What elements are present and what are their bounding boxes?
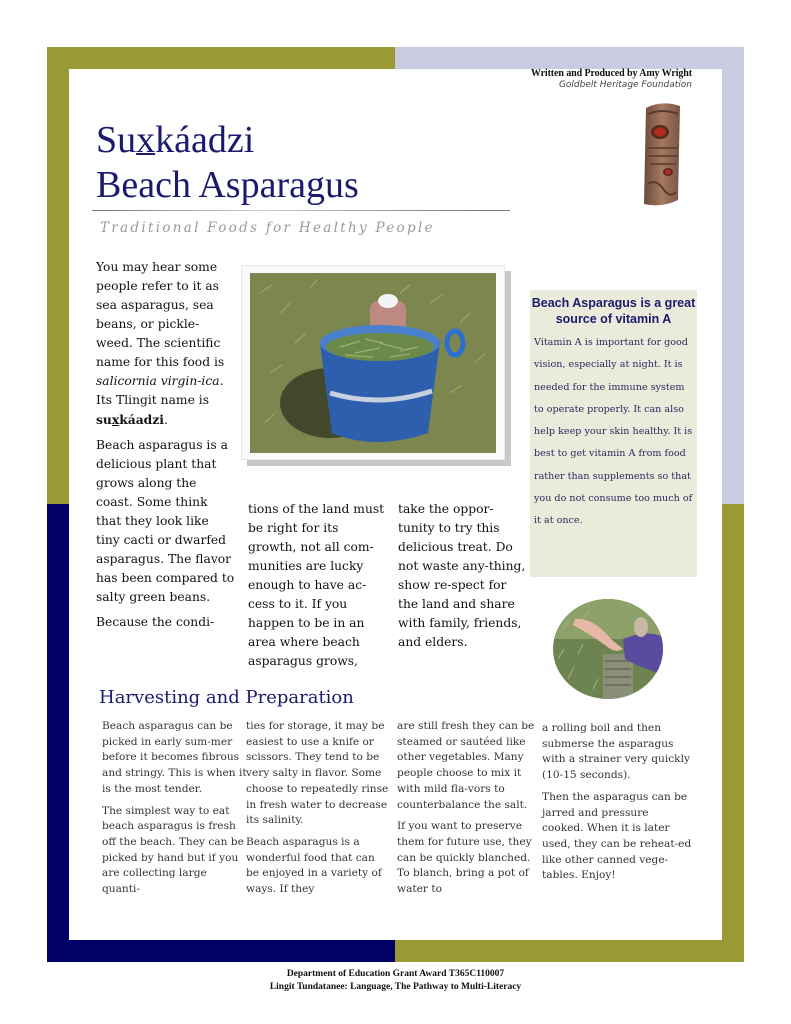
totem-carving-image — [640, 100, 684, 208]
frame-top-right-lavender — [395, 47, 744, 69]
harvesting-c1-p1: Beach asparagus can be picked in early sum-mer before it becomes fibrous and stringy. This is when it is the most tender. — [102, 720, 247, 795]
tagline: Traditional Foods for Healthy People — [100, 220, 435, 236]
intro-column-1 — [96, 258, 236, 638]
harvesting-photo-image — [553, 599, 663, 699]
frame-bottom-left-navy — [47, 940, 395, 962]
frame-right-top-lavender — [722, 47, 744, 504]
title-tlingit-suffix: káadzi — [155, 119, 255, 161]
harvesting-column-4 — [542, 721, 692, 890]
frame-right-bottom-olive — [722, 504, 744, 962]
tlingit-name-x: x — [111, 412, 120, 427]
intro-paragraph-3: Because the condi- — [96, 615, 215, 629]
sidebar-title: Beach Asparagus is a great source of vitamin A — [531, 296, 696, 326]
tlingit-name — [96, 412, 164, 427]
intro-p1-text-a: You may hear some people refer to it as sea asparagus, sea beans, or pickle-weed. The scientific name for this food is — [96, 260, 225, 369]
scientific-name: salicornia virgin-ica — [96, 374, 220, 388]
footer-grant: Department of Education Grant Award T365C110007 — [286, 969, 505, 979]
title-tlingit-prefix: Su — [96, 119, 137, 161]
harvesting-c4-p2: Then the asparagus can be jarred and pressure cooked. When it is later used, they can be reheat-ed like other canned vege-tables. Enjoy! — [542, 790, 692, 882]
harvesting-c3-p2: If you want to preserve them for future use, they can be quickly blanched. To blanch, bring a pot of water to — [397, 820, 532, 896]
tlingit-name-b: káadzi — [119, 412, 164, 427]
title-tlingit — [96, 120, 254, 160]
frame-left-top-olive — [47, 47, 69, 504]
tlingit-name-a: su — [96, 412, 112, 427]
title-divider — [92, 210, 510, 211]
frame-top-left-olive — [47, 47, 395, 69]
bucket-photo — [241, 265, 505, 460]
harvesting-column-1 — [102, 719, 247, 904]
intro-p1-end: . — [163, 413, 168, 427]
footer-program: Lingit Tundatanee: Language, The Pathway to Multi-Literacy — [269, 982, 522, 992]
credit-organization: Goldbelt Heritage Foundation — [558, 80, 692, 90]
intro-paragraph-2: Beach asparagus is a delicious plant that grows along the coast. Some think that they look like tiny cacti or dwarfed asparagus. The flavor has been compared to salty green beans. — [96, 438, 235, 604]
title-tlingit-underlined-x: x — [136, 119, 156, 161]
harvesting-heading: Harvesting and Preparation — [99, 687, 354, 708]
harvesting-c2-p1: ties for storage, it may be easiest to use a knife or scissors. They tend to be very salty in flavor. Some choose to repeatedly rinse in fresh water to decrease its salinity. — [246, 720, 389, 827]
harvesting-circle-photo — [553, 599, 663, 699]
credit-author: Written and Produced by Amy Wright — [530, 68, 692, 79]
sidebar-body: Vitamin A is important for good vision, especially at night. It is needed for the immune system to operate properly. It can also help keep your skin healthy. It is best to get vitamin A from food rather than supplements so that you do not consume too much of it at once. — [534, 337, 693, 527]
totem-icon — [640, 100, 684, 208]
frame-left-bottom-navy — [47, 504, 69, 962]
harvesting-column-2 — [246, 719, 391, 904]
intro-p1-text-b: . Its Tlingit name is — [96, 374, 224, 407]
harvesting-c3-p1: are still fresh they can be steamed or sautéed like other vegetables. Many people choose to mix it with mild fla-vors to counterbalance the salt. — [397, 720, 535, 811]
frame-bottom-right-olive — [395, 940, 744, 962]
intro-paragraph-1 — [96, 258, 236, 430]
harvesting-c2-p2: Beach asparagus is a wonderful food that can be enjoyed in a variety of ways. If they — [246, 835, 382, 896]
intro-column-2: tions of the land must be right for its growth, not all com-munities are lucky enough to have ac-cess to it. If you happen to be in an area where beach asparagus grows, — [248, 502, 385, 668]
harvesting-column-3 — [397, 719, 537, 904]
footer — [0, 968, 791, 994]
intro-column-3: take the oppor-tunity to try this delicious treat. Do not waste any-thing, show re-spect for the land and share with family, friends, and elders. — [398, 502, 526, 649]
harvesting-c4-p1: a rolling boil and then submerse the asparagus with a strainer very quickly (10-15 seconds). — [542, 722, 690, 782]
harvesting-c1-p2: The simplest way to eat beach asparagus is fresh off the beach. They can be picked by hand but if you are collecting large quanti- — [102, 804, 244, 896]
bucket-photo-image — [250, 273, 496, 453]
title-english: Beach Asparagus — [96, 164, 359, 206]
credits — [531, 68, 692, 90]
vitamin-a-sidebar — [530, 290, 697, 577]
